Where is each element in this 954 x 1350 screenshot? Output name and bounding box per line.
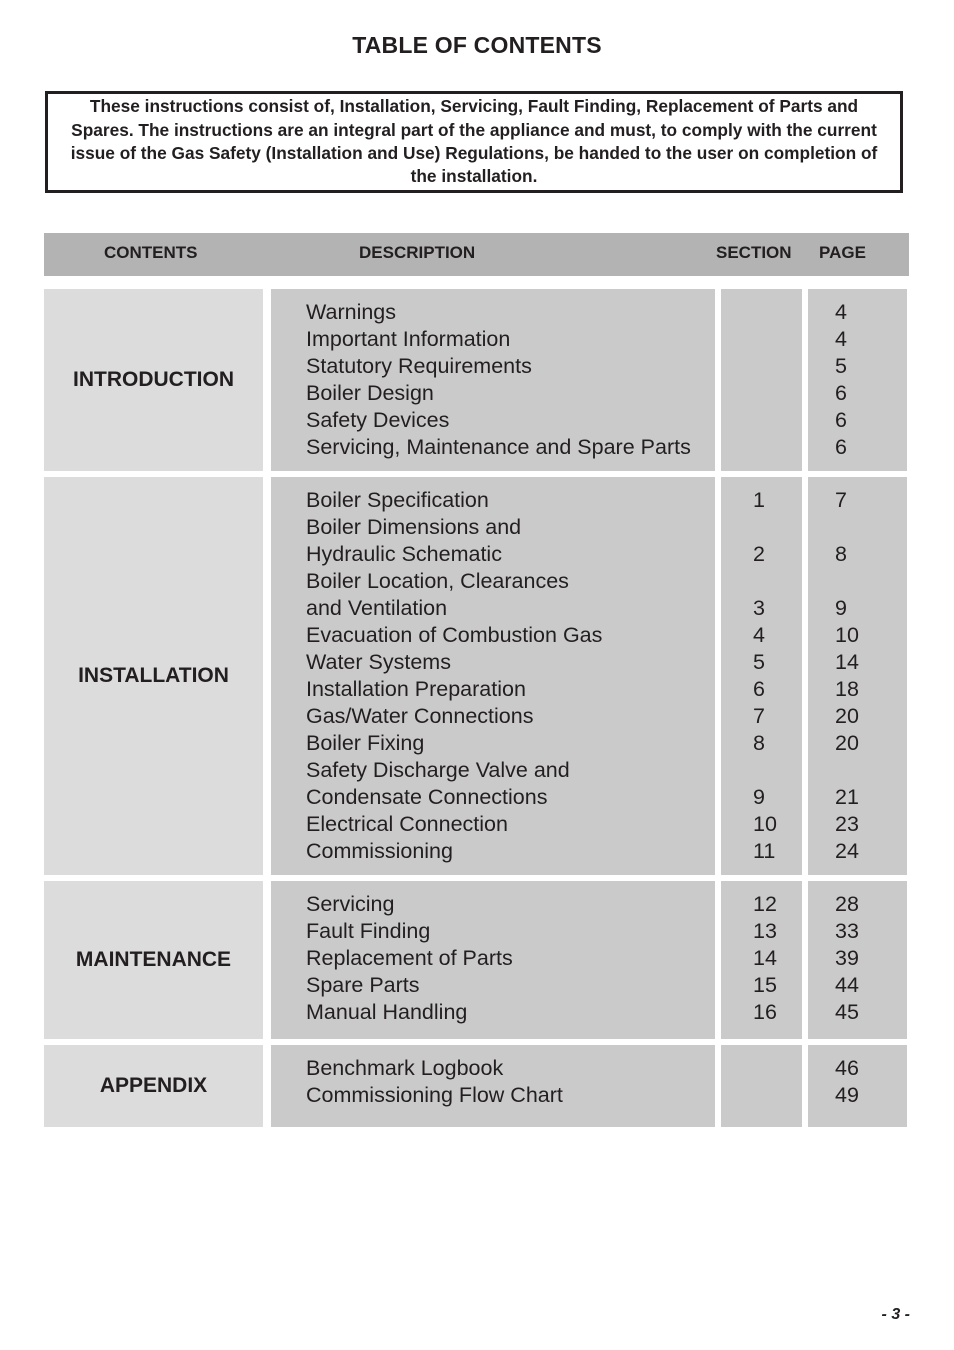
line-item: [753, 568, 777, 595]
line-item: 44: [835, 973, 859, 997]
line-item: [835, 757, 859, 784]
description-lines: [306, 299, 691, 461]
line-item: [753, 757, 777, 784]
row-contents-installation: INSTALLATION: [44, 477, 263, 875]
line-item: [753, 1055, 759, 1082]
line-item: 12: [753, 892, 777, 916]
line-item: Installation Preparation: [306, 677, 526, 701]
line-item: 4: [835, 300, 847, 324]
line-item: 8: [835, 542, 847, 566]
line-item: 7: [753, 704, 765, 728]
line-item: Condensate Connections: [306, 785, 548, 809]
line-item: Electrical Connection: [306, 812, 508, 836]
line-item: 49: [835, 1083, 859, 1107]
line-item: [753, 514, 777, 541]
line-item: 2: [753, 542, 765, 566]
line-item: 20: [835, 731, 859, 755]
line-item: 45: [835, 1000, 859, 1024]
line-item: Fault Finding: [306, 919, 431, 943]
line-item: 6: [835, 435, 847, 459]
line-item: Boiler Fixing: [306, 731, 425, 755]
line-item: Statutory Requirements: [306, 354, 532, 378]
line-item: 13: [753, 919, 777, 943]
line-item: Boiler Specification: [306, 488, 489, 512]
line-item: Manual Handling: [306, 1000, 468, 1024]
line-item: 5: [753, 650, 765, 674]
line-item: [753, 1082, 759, 1109]
page-number: - 3 -: [881, 1306, 910, 1323]
header-section: SECTION: [716, 243, 792, 262]
line-item: 15: [753, 973, 777, 997]
line-item: Gas/Water Connections: [306, 704, 534, 728]
line-item: and Ventilation: [306, 596, 448, 620]
row-descriptions: [271, 289, 715, 471]
line-item: 20: [835, 704, 859, 728]
line-item: 11: [753, 839, 776, 863]
row-descriptions: [271, 477, 715, 875]
header-description: DESCRIPTION: [359, 243, 476, 262]
line-item: [753, 326, 759, 353]
page-lines: [835, 1055, 859, 1109]
line-item: [753, 407, 759, 434]
line-item: 16: [753, 1000, 777, 1024]
row-contents-maintenance: MAINTENANCE: [44, 881, 263, 1039]
line-item: 4: [835, 327, 847, 351]
line-item: 10: [835, 623, 859, 647]
line-item: 28: [835, 892, 859, 916]
header-contents: CONTENTS: [104, 243, 198, 262]
page-lines: [835, 891, 859, 1026]
line-item: Replacement of Parts: [306, 946, 513, 970]
page-title: TABLE OF CONTENTS: [352, 32, 602, 58]
section-lines: [753, 487, 777, 865]
row-sections: [721, 289, 802, 471]
line-item: 7: [835, 488, 847, 512]
line-item: [753, 299, 759, 326]
line-item: Benchmark Logbook: [306, 1056, 504, 1080]
line-item: 1: [753, 488, 765, 512]
line-item: Commissioning Flow Chart: [306, 1083, 563, 1107]
row-sections: [721, 477, 802, 875]
page-lines: [835, 299, 847, 461]
line-item: Hydraulic Schematic: [306, 542, 502, 566]
description-lines: [306, 1055, 563, 1109]
line-item: 6: [835, 408, 847, 432]
row-descriptions: [271, 1045, 715, 1127]
row-descriptions: [271, 881, 715, 1039]
line-item: 14: [835, 650, 859, 674]
line-item: [753, 353, 759, 380]
section-lines: [753, 1055, 759, 1109]
line-item: Servicing, Maintenance and Spare Parts: [306, 435, 691, 459]
line-item: 9: [753, 785, 765, 809]
line-item: Warnings: [306, 300, 397, 324]
row-sections: [721, 1045, 802, 1127]
line-item: Safety Discharge Valve and: [306, 758, 570, 782]
line-item: 6: [753, 677, 765, 701]
line-item: Evacuation of Combustion Gas: [306, 623, 603, 647]
line-item: 18: [835, 677, 859, 701]
row-contents-appendix: APPENDIX: [44, 1045, 263, 1127]
line-item: 8: [753, 731, 765, 755]
line-item: Boiler Design: [306, 381, 434, 405]
row-pages: [808, 477, 907, 875]
line-item: 39: [835, 946, 859, 970]
line-item: Boiler Dimensions and: [306, 515, 522, 539]
line-item: 14: [753, 946, 777, 970]
line-item: Commissioning: [306, 839, 453, 863]
line-item: Water Systems: [306, 650, 451, 674]
line-item: Important Information: [306, 327, 511, 351]
header-page: PAGE: [819, 243, 866, 262]
line-item: 46: [835, 1056, 859, 1080]
row-sections: [721, 881, 802, 1039]
line-item: Safety Devices: [306, 408, 450, 432]
row-pages: [808, 881, 907, 1039]
line-item: 3: [753, 596, 765, 620]
table-header: [44, 233, 909, 276]
line-item: [835, 514, 859, 541]
line-item: 21: [835, 785, 859, 809]
description-lines: [306, 487, 602, 865]
instructions-notice: [45, 91, 903, 193]
notice-text: These instructions consist of, Installation, Servicing, Fault Finding, Replacement of Parts and Spares. The instructions are an integral part of the appliance and must, to comply with the current issue of the Gas Safety (Installation and Use) Regulations, be handed to the user on completion of the installation.: [70, 96, 878, 187]
line-item: 24: [835, 839, 859, 863]
line-item: Spare Parts: [306, 973, 420, 997]
row-contents-introduction: INTRODUCTION: [44, 289, 263, 471]
line-item: [753, 380, 759, 407]
line-item: Boiler Location, Clearances: [306, 569, 569, 593]
line-item: 5: [835, 354, 847, 378]
page-lines: [835, 487, 859, 865]
section-lines: [753, 891, 777, 1026]
line-item: [753, 434, 759, 461]
line-item: 6: [835, 381, 847, 405]
description-lines: [306, 891, 513, 1026]
line-item: Servicing: [306, 892, 395, 916]
line-item: 33: [835, 919, 859, 943]
row-pages: [808, 1045, 907, 1127]
row-pages: [808, 289, 907, 471]
section-lines: [753, 299, 759, 461]
line-item: 23: [835, 812, 859, 836]
line-item: 10: [753, 812, 777, 836]
line-item: 4: [753, 623, 765, 647]
line-item: [835, 568, 859, 595]
line-item: 9: [835, 596, 847, 620]
